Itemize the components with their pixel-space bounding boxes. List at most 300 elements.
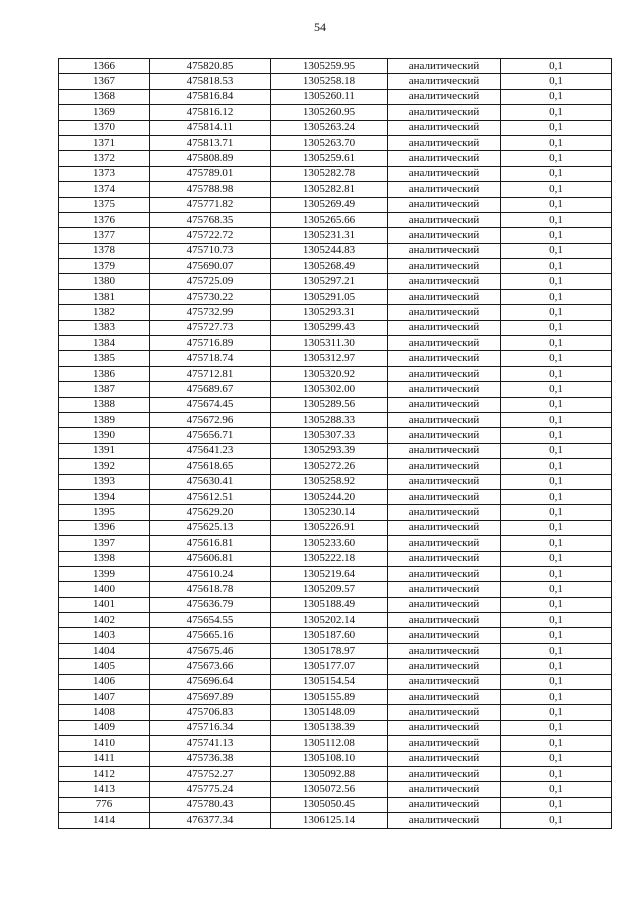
table-row [59, 105, 612, 120]
method-cell: аналитический [388, 212, 501, 227]
x-coordinate-cell: 475674.45 [150, 397, 271, 412]
accuracy-cell: 0,1 [501, 289, 612, 304]
method-cell: аналитический [388, 336, 501, 351]
y-coordinate-cell: 1305219.64 [271, 566, 388, 581]
table-row [59, 813, 612, 828]
y-coordinate-cell: 1305112.08 [271, 736, 388, 751]
x-coordinate-cell: 475808.89 [150, 151, 271, 166]
accuracy-cell: 0,1 [501, 690, 612, 705]
table-row [59, 120, 612, 135]
y-coordinate-cell: 1305155.89 [271, 690, 388, 705]
point-number-cell: 1370 [59, 120, 150, 135]
y-coordinate-cell: 1305263.70 [271, 135, 388, 150]
y-coordinate-cell: 1305258.92 [271, 474, 388, 489]
x-coordinate-cell: 475675.46 [150, 643, 271, 658]
method-cell: аналитический [388, 305, 501, 320]
page-number: 54 [314, 20, 326, 34]
point-number-cell: 1394 [59, 489, 150, 504]
x-coordinate-cell: 475730.22 [150, 289, 271, 304]
y-coordinate-cell: 1305138.39 [271, 720, 388, 735]
method-cell: аналитический [388, 674, 501, 689]
point-number-cell: 1390 [59, 428, 150, 443]
x-coordinate-cell: 475618.65 [150, 459, 271, 474]
x-coordinate-cell: 475788.98 [150, 182, 271, 197]
x-coordinate-cell: 475816.12 [150, 105, 271, 120]
accuracy-cell: 0,1 [501, 135, 612, 150]
x-coordinate-cell: 475697.89 [150, 690, 271, 705]
method-cell: аналитический [388, 351, 501, 366]
point-number-cell: 1374 [59, 182, 150, 197]
x-coordinate-cell: 475780.43 [150, 797, 271, 812]
point-number-cell: 1409 [59, 720, 150, 735]
table-row [59, 690, 612, 705]
method-cell: аналитический [388, 551, 501, 566]
accuracy-cell: 0,1 [501, 382, 612, 397]
point-number-cell: 1398 [59, 551, 150, 566]
accuracy-cell: 0,1 [501, 720, 612, 735]
method-cell: аналитический [388, 120, 501, 135]
accuracy-cell: 0,1 [501, 628, 612, 643]
y-coordinate-cell: 1305231.31 [271, 228, 388, 243]
method-cell: аналитический [388, 582, 501, 597]
y-coordinate-cell: 1305222.18 [271, 551, 388, 566]
method-cell: аналитический [388, 520, 501, 535]
y-coordinate-cell: 1305282.78 [271, 166, 388, 181]
method-cell: аналитический [388, 412, 501, 427]
x-coordinate-cell: 475696.64 [150, 674, 271, 689]
accuracy-cell: 0,1 [501, 782, 612, 797]
accuracy-cell: 0,1 [501, 813, 612, 828]
accuracy-cell: 0,1 [501, 520, 612, 535]
method-cell: аналитический [388, 59, 501, 74]
x-coordinate-cell: 475665.16 [150, 628, 271, 643]
y-coordinate-cell: 1305268.49 [271, 259, 388, 274]
point-number-cell: 1397 [59, 536, 150, 551]
y-coordinate-cell: 1306125.14 [271, 813, 388, 828]
x-coordinate-cell: 475636.79 [150, 597, 271, 612]
table-row [59, 597, 612, 612]
y-coordinate-cell: 1305178.97 [271, 643, 388, 658]
table-row [59, 259, 612, 274]
method-cell: аналитический [388, 182, 501, 197]
table-row [59, 797, 612, 812]
point-number-cell: 1407 [59, 690, 150, 705]
accuracy-cell: 0,1 [501, 151, 612, 166]
point-number-cell: 1379 [59, 259, 150, 274]
y-coordinate-cell: 1305050.45 [271, 797, 388, 812]
method-cell: аналитический [388, 766, 501, 781]
table-row [59, 243, 612, 258]
point-number-cell: 1391 [59, 443, 150, 458]
accuracy-cell: 0,1 [501, 566, 612, 581]
method-cell: аналитический [388, 151, 501, 166]
y-coordinate-cell: 1305187.60 [271, 628, 388, 643]
method-cell: аналитический [388, 690, 501, 705]
method-cell: аналитический [388, 489, 501, 504]
method-cell: аналитический [388, 566, 501, 581]
table-row [59, 736, 612, 751]
x-coordinate-cell: 475618.78 [150, 582, 271, 597]
table-row [59, 751, 612, 766]
x-coordinate-cell: 475820.85 [150, 59, 271, 74]
accuracy-cell: 0,1 [501, 366, 612, 381]
y-coordinate-cell: 1305260.95 [271, 105, 388, 120]
point-number-cell: 1393 [59, 474, 150, 489]
point-number-cell: 1381 [59, 289, 150, 304]
table-row [59, 320, 612, 335]
accuracy-cell: 0,1 [501, 197, 612, 212]
accuracy-cell: 0,1 [501, 182, 612, 197]
y-coordinate-cell: 1305072.56 [271, 782, 388, 797]
table-row [59, 228, 612, 243]
x-coordinate-cell: 475771.82 [150, 197, 271, 212]
table-row [59, 489, 612, 504]
x-coordinate-cell: 475612.51 [150, 489, 271, 504]
method-cell: аналитический [388, 443, 501, 458]
method-cell: аналитический [388, 135, 501, 150]
point-number-cell: 1396 [59, 520, 150, 535]
point-number-cell: 776 [59, 797, 150, 812]
accuracy-cell: 0,1 [501, 474, 612, 489]
accuracy-cell: 0,1 [501, 259, 612, 274]
point-number-cell: 1386 [59, 366, 150, 381]
table-row [59, 566, 612, 581]
accuracy-cell: 0,1 [501, 351, 612, 366]
y-coordinate-cell: 1305299.43 [271, 320, 388, 335]
x-coordinate-cell: 475768.35 [150, 212, 271, 227]
y-coordinate-cell: 1305209.57 [271, 582, 388, 597]
x-coordinate-cell: 475654.55 [150, 613, 271, 628]
y-coordinate-cell: 1305233.60 [271, 536, 388, 551]
method-cell: аналитический [388, 397, 501, 412]
x-coordinate-cell: 475689.67 [150, 382, 271, 397]
y-coordinate-cell: 1305230.14 [271, 505, 388, 520]
y-coordinate-cell: 1305259.95 [271, 59, 388, 74]
accuracy-cell: 0,1 [501, 551, 612, 566]
point-number-cell: 1388 [59, 397, 150, 412]
table-row [59, 674, 612, 689]
table-row [59, 582, 612, 597]
y-coordinate-cell: 1305320.92 [271, 366, 388, 381]
x-coordinate-cell: 475741.13 [150, 736, 271, 751]
method-cell: аналитический [388, 243, 501, 258]
method-cell: аналитический [388, 705, 501, 720]
point-number-cell: 1375 [59, 197, 150, 212]
method-cell: аналитический [388, 89, 501, 104]
x-coordinate-cell: 475716.34 [150, 720, 271, 735]
point-number-cell: 1395 [59, 505, 150, 520]
method-cell: аналитический [388, 628, 501, 643]
x-coordinate-cell: 475775.24 [150, 782, 271, 797]
accuracy-cell: 0,1 [501, 459, 612, 474]
method-cell: аналитический [388, 382, 501, 397]
accuracy-cell: 0,1 [501, 120, 612, 135]
table-row [59, 782, 612, 797]
table-row [59, 351, 612, 366]
table-row [59, 74, 612, 89]
y-coordinate-cell: 1305092.88 [271, 766, 388, 781]
x-coordinate-cell: 475727.73 [150, 320, 271, 335]
accuracy-cell: 0,1 [501, 582, 612, 597]
table-row [59, 182, 612, 197]
point-number-cell: 1405 [59, 659, 150, 674]
accuracy-cell: 0,1 [501, 305, 612, 320]
point-number-cell: 1401 [59, 597, 150, 612]
table-row [59, 397, 612, 412]
point-number-cell: 1383 [59, 320, 150, 335]
accuracy-cell: 0,1 [501, 228, 612, 243]
x-coordinate-cell: 475752.27 [150, 766, 271, 781]
y-coordinate-cell: 1305188.49 [271, 597, 388, 612]
table-row [59, 274, 612, 289]
method-cell: аналитический [388, 643, 501, 658]
accuracy-cell: 0,1 [501, 105, 612, 120]
x-coordinate-cell: 475789.01 [150, 166, 271, 181]
x-coordinate-cell: 475732.99 [150, 305, 271, 320]
y-coordinate-cell: 1305269.49 [271, 197, 388, 212]
y-coordinate-cell: 1305226.91 [271, 520, 388, 535]
table-row [59, 443, 612, 458]
accuracy-cell: 0,1 [501, 643, 612, 658]
table-row [59, 289, 612, 304]
point-number-cell: 1373 [59, 166, 150, 181]
accuracy-cell: 0,1 [501, 705, 612, 720]
table-row [59, 305, 612, 320]
y-coordinate-cell: 1305265.66 [271, 212, 388, 227]
accuracy-cell: 0,1 [501, 397, 612, 412]
coordinates-table [58, 58, 612, 829]
accuracy-cell: 0,1 [501, 736, 612, 751]
point-number-cell: 1392 [59, 459, 150, 474]
table-row [59, 705, 612, 720]
table-row [59, 459, 612, 474]
point-number-cell: 1389 [59, 412, 150, 427]
x-coordinate-cell: 475813.71 [150, 135, 271, 150]
y-coordinate-cell: 1305177.07 [271, 659, 388, 674]
method-cell: аналитический [388, 105, 501, 120]
x-coordinate-cell: 475656.71 [150, 428, 271, 443]
x-coordinate-cell: 475718.74 [150, 351, 271, 366]
accuracy-cell: 0,1 [501, 274, 612, 289]
method-cell: аналитический [388, 736, 501, 751]
y-coordinate-cell: 1305291.05 [271, 289, 388, 304]
point-number-cell: 1376 [59, 212, 150, 227]
table-row [59, 505, 612, 520]
x-coordinate-cell: 475606.81 [150, 551, 271, 566]
x-coordinate-cell: 476377.34 [150, 813, 271, 828]
point-number-cell: 1372 [59, 151, 150, 166]
accuracy-cell: 0,1 [501, 89, 612, 104]
y-coordinate-cell: 1305312.97 [271, 351, 388, 366]
method-cell: аналитический [388, 813, 501, 828]
x-coordinate-cell: 475814.11 [150, 120, 271, 135]
method-cell: аналитический [388, 228, 501, 243]
method-cell: аналитический [388, 474, 501, 489]
accuracy-cell: 0,1 [501, 243, 612, 258]
point-number-cell: 1367 [59, 74, 150, 89]
x-coordinate-cell: 475672.96 [150, 412, 271, 427]
point-number-cell: 1377 [59, 228, 150, 243]
method-cell: аналитический [388, 597, 501, 612]
table-row [59, 412, 612, 427]
y-coordinate-cell: 1305244.83 [271, 243, 388, 258]
table-row [59, 536, 612, 551]
point-number-cell: 1371 [59, 135, 150, 150]
accuracy-cell: 0,1 [501, 613, 612, 628]
table-row [59, 520, 612, 535]
point-number-cell: 1366 [59, 59, 150, 74]
x-coordinate-cell: 475722.72 [150, 228, 271, 243]
method-cell: аналитический [388, 366, 501, 381]
x-coordinate-cell: 475616.81 [150, 536, 271, 551]
accuracy-cell: 0,1 [501, 597, 612, 612]
accuracy-cell: 0,1 [501, 751, 612, 766]
x-coordinate-cell: 475725.09 [150, 274, 271, 289]
table-row [59, 197, 612, 212]
y-coordinate-cell: 1305302.00 [271, 382, 388, 397]
x-coordinate-cell: 475710.73 [150, 243, 271, 258]
point-number-cell: 1411 [59, 751, 150, 766]
method-cell: аналитический [388, 659, 501, 674]
x-coordinate-cell: 475625.13 [150, 520, 271, 535]
table-row [59, 59, 612, 74]
method-cell: аналитический [388, 613, 501, 628]
point-number-cell: 1369 [59, 105, 150, 120]
accuracy-cell: 0,1 [501, 674, 612, 689]
table-row [59, 720, 612, 735]
y-coordinate-cell: 1305244.20 [271, 489, 388, 504]
y-coordinate-cell: 1305259.61 [271, 151, 388, 166]
method-cell: аналитический [388, 505, 501, 520]
table-row [59, 613, 612, 628]
method-cell: аналитический [388, 720, 501, 735]
accuracy-cell: 0,1 [501, 336, 612, 351]
accuracy-cell: 0,1 [501, 659, 612, 674]
y-coordinate-cell: 1305272.26 [271, 459, 388, 474]
point-number-cell: 1368 [59, 89, 150, 104]
coordinates-table-body [59, 59, 612, 829]
method-cell: аналитический [388, 782, 501, 797]
y-coordinate-cell: 1305288.33 [271, 412, 388, 427]
point-number-cell: 1410 [59, 736, 150, 751]
method-cell: аналитический [388, 751, 501, 766]
x-coordinate-cell: 475736.38 [150, 751, 271, 766]
point-number-cell: 1385 [59, 351, 150, 366]
y-coordinate-cell: 1305148.09 [271, 705, 388, 720]
method-cell: аналитический [388, 797, 501, 812]
table-row [59, 151, 612, 166]
y-coordinate-cell: 1305108.10 [271, 751, 388, 766]
point-number-cell: 1384 [59, 336, 150, 351]
accuracy-cell: 0,1 [501, 443, 612, 458]
method-cell: аналитический [388, 74, 501, 89]
point-number-cell: 1399 [59, 566, 150, 581]
table-row [59, 135, 612, 150]
x-coordinate-cell: 475706.83 [150, 705, 271, 720]
y-coordinate-cell: 1305258.18 [271, 74, 388, 89]
x-coordinate-cell: 475673.66 [150, 659, 271, 674]
x-coordinate-cell: 475716.89 [150, 336, 271, 351]
point-number-cell: 1400 [59, 582, 150, 597]
x-coordinate-cell: 475629.20 [150, 505, 271, 520]
point-number-cell: 1412 [59, 766, 150, 781]
point-number-cell: 1408 [59, 705, 150, 720]
x-coordinate-cell: 475610.24 [150, 566, 271, 581]
y-coordinate-cell: 1305202.14 [271, 613, 388, 628]
y-coordinate-cell: 1305307.33 [271, 428, 388, 443]
table-row [59, 382, 612, 397]
accuracy-cell: 0,1 [501, 412, 612, 427]
point-number-cell: 1403 [59, 628, 150, 643]
method-cell: аналитический [388, 166, 501, 181]
accuracy-cell: 0,1 [501, 320, 612, 335]
y-coordinate-cell: 1305154.54 [271, 674, 388, 689]
point-number-cell: 1404 [59, 643, 150, 658]
point-number-cell: 1414 [59, 813, 150, 828]
point-number-cell: 1413 [59, 782, 150, 797]
table-row [59, 336, 612, 351]
accuracy-cell: 0,1 [501, 489, 612, 504]
point-number-cell: 1378 [59, 243, 150, 258]
y-coordinate-cell: 1305289.56 [271, 397, 388, 412]
method-cell: аналитический [388, 428, 501, 443]
x-coordinate-cell: 475690.07 [150, 259, 271, 274]
method-cell: аналитический [388, 536, 501, 551]
y-coordinate-cell: 1305311.30 [271, 336, 388, 351]
y-coordinate-cell: 1305260.11 [271, 89, 388, 104]
table-row [59, 766, 612, 781]
table-row [59, 428, 612, 443]
accuracy-cell: 0,1 [501, 212, 612, 227]
y-coordinate-cell: 1305293.31 [271, 305, 388, 320]
table-row [59, 551, 612, 566]
table-row [59, 89, 612, 104]
point-number-cell: 1402 [59, 613, 150, 628]
table-row [59, 643, 612, 658]
x-coordinate-cell: 475818.53 [150, 74, 271, 89]
method-cell: аналитический [388, 197, 501, 212]
table-row [59, 628, 612, 643]
point-number-cell: 1387 [59, 382, 150, 397]
y-coordinate-cell: 1305263.24 [271, 120, 388, 135]
accuracy-cell: 0,1 [501, 74, 612, 89]
point-number-cell: 1406 [59, 674, 150, 689]
table-row [59, 474, 612, 489]
method-cell: аналитический [388, 259, 501, 274]
accuracy-cell: 0,1 [501, 59, 612, 74]
point-number-cell: 1380 [59, 274, 150, 289]
x-coordinate-cell: 475630.41 [150, 474, 271, 489]
x-coordinate-cell: 475816.84 [150, 89, 271, 104]
method-cell: аналитический [388, 459, 501, 474]
x-coordinate-cell: 475712.81 [150, 366, 271, 381]
table-row [59, 659, 612, 674]
y-coordinate-cell: 1305282.81 [271, 182, 388, 197]
accuracy-cell: 0,1 [501, 797, 612, 812]
point-number-cell: 1382 [59, 305, 150, 320]
method-cell: аналитический [388, 289, 501, 304]
method-cell: аналитический [388, 320, 501, 335]
x-coordinate-cell: 475641.23 [150, 443, 271, 458]
accuracy-cell: 0,1 [501, 766, 612, 781]
table-row [59, 212, 612, 227]
table-row [59, 166, 612, 181]
accuracy-cell: 0,1 [501, 536, 612, 551]
y-coordinate-cell: 1305293.39 [271, 443, 388, 458]
accuracy-cell: 0,1 [501, 428, 612, 443]
method-cell: аналитический [388, 274, 501, 289]
table-row [59, 366, 612, 381]
